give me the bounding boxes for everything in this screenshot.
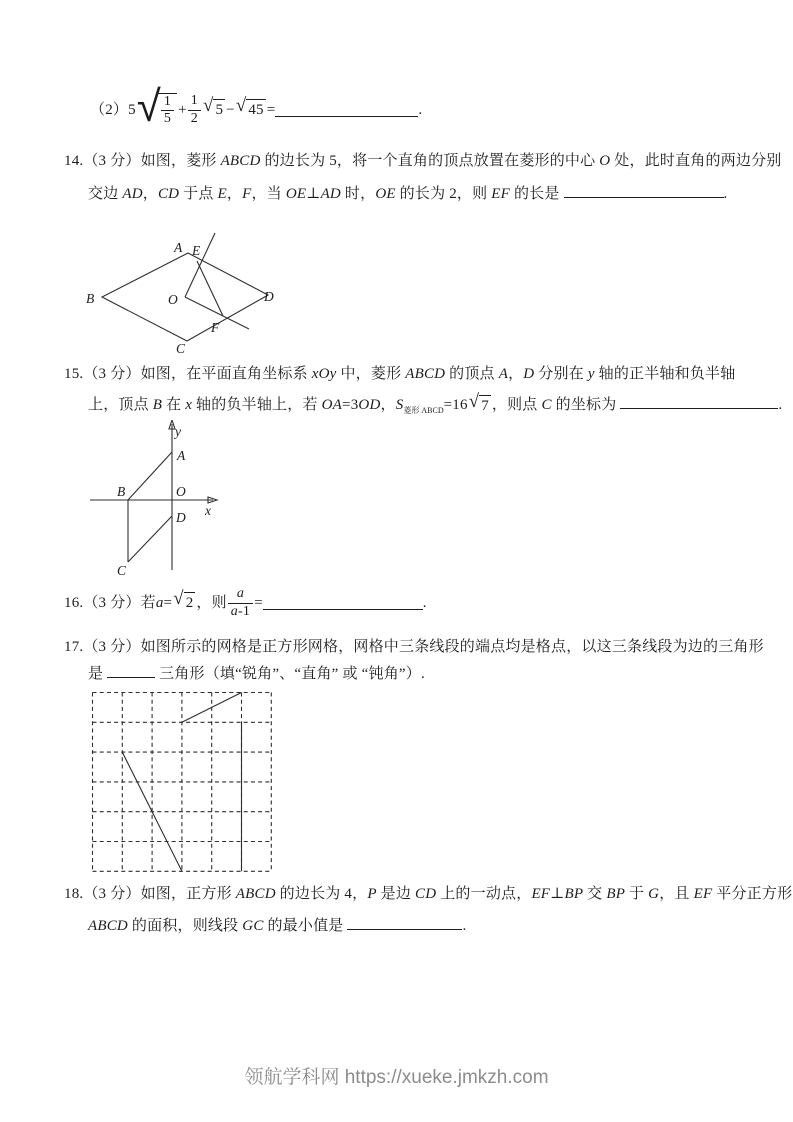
vertex-label-B: B (117, 484, 126, 499)
vertex-label-B: B (86, 291, 95, 306)
q17-text-line2: 是 三角形（填“锐角”、“直角” 或 “钝角”）. (88, 666, 425, 682)
answer-blank (275, 103, 418, 117)
vertex-label-C: C (117, 563, 127, 578)
sqrt-expression: √ 7 (469, 395, 491, 417)
q15-text-line1: 15.（3 分）如图，在平面直角坐标系 xOy 中，菱形 ABCD 的顶点 A，D 分别在 y 轴的正半轴和负半轴 (64, 366, 736, 382)
sqrt-expression: √ 5 (203, 99, 225, 121)
q18-text-line2: ABCD 的面积，则线段 GC 的最小值是 . (88, 918, 467, 934)
q16-text: 16.（3 分）若 a = √ 2 ，则 $\frac{a}{a-1}$ = . (64, 586, 427, 619)
q15-text-line2: 上，顶点 B 在 x 轴的负半轴上，若 OA=3OD，$S_{菱形 ABCD}=16$ √ 7 ，则点 C 的坐标为 . (88, 391, 783, 415)
point-label-E: E (192, 243, 201, 258)
sqrt-expression: √ 2 (173, 592, 195, 614)
site-watermark: 领航学科网 https://xueke.jmkzh.com (244, 1067, 549, 1088)
q17-figure-grid (88, 688, 280, 880)
answer-blank (564, 184, 724, 198)
answer-blank (263, 596, 423, 610)
q14-text-line1: 14.（3 分）如图，菱形 ABCD 的边长为 5，将一个直角的顶点放置在菱形的中心 O 处，此时直角的两边分别 (64, 153, 782, 169)
point-label-F: F (211, 320, 220, 335)
sqrt-expression: √ $\frac{1}{5}$ (137, 88, 177, 132)
origin-label-O: O (176, 484, 186, 499)
vertex-label-D: D (264, 289, 274, 304)
answer-blank (620, 395, 778, 409)
q17-text-line1: 17.（3 分）如图所示的网格是正方形网格，网格中三条线段的端点均是格点，以这三条线段为边的三角形 (64, 639, 764, 655)
sqrt-expression: √ 45 (236, 99, 266, 121)
q18-text-line1: 18.（3 分）如图，正方形 ABCD 的边长为 4，P 是边 CD 上的一动点，EF⊥BP 交 BP 于 G，且 EF 平分正方形 (64, 886, 793, 902)
vertex-label-C: C (176, 341, 186, 356)
axis-label-x: x (205, 503, 211, 518)
vertex-label-A: A (174, 240, 183, 255)
q15-figure-coordinate-system (85, 420, 230, 582)
q14-figure-rhombus (80, 228, 280, 358)
vertex-label-D: D (176, 510, 186, 525)
rhombus-edges (128, 452, 172, 562)
q13-part2-expression: （2）5 √ $\frac{1}{5}$ + $\frac{1}{2}$ √ 5 − √ 45 = . (90, 82, 423, 133)
axes (90, 420, 217, 570)
axis-label-y: y (175, 424, 181, 439)
center-label-O: O (168, 292, 178, 307)
vertex-label-A: A (177, 448, 186, 463)
q14-text-line2: 交边 AD，CD 于点 E，F，当 OE⊥AD 时，OE 的长为 2，则 EF 的长是 . (88, 186, 728, 202)
answer-blank (347, 916, 462, 930)
answer-blank (107, 664, 155, 678)
